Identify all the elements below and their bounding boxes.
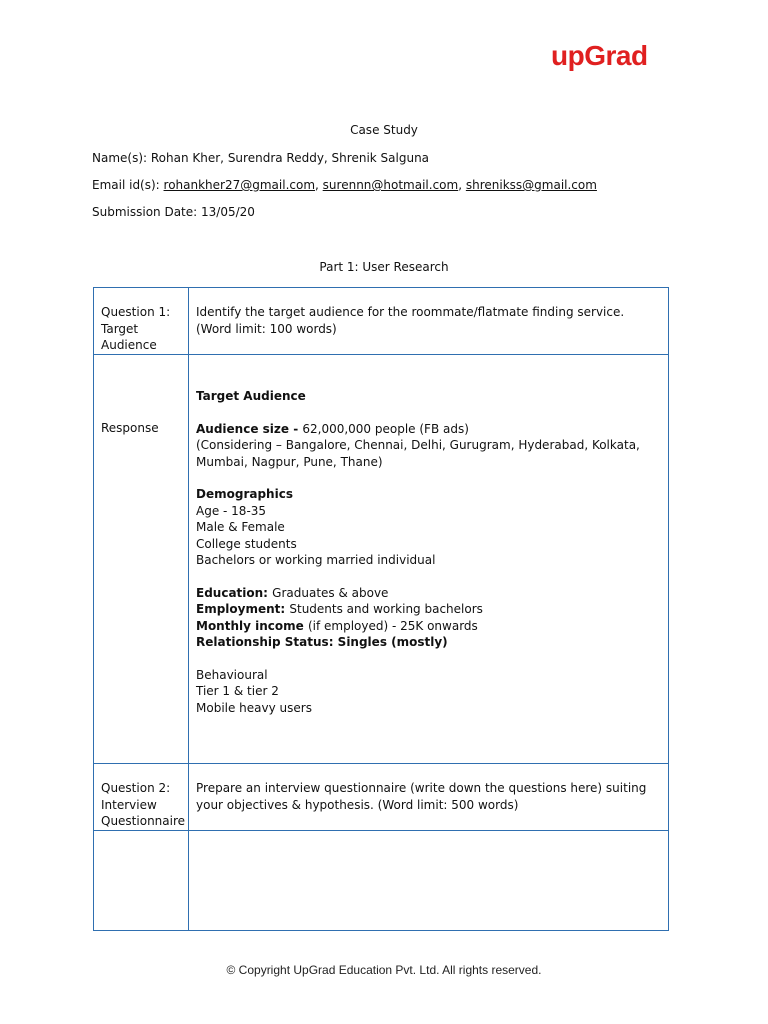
email-link[interactable]: surennn@hotmail.com	[322, 178, 459, 192]
email-link[interactable]: shrenikss@gmail.com	[465, 178, 597, 192]
question-2-text: Prepare an interview questionnaire (write down the questions here) suiting your objectives & hypothesis. (Word limit: 500 words)	[189, 764, 669, 831]
considering-cities: (Considering – Bangalore, Chennai, Delhi, Gurugram, Hyderabad, Kolkata, Mumbai, Nagpur, Pune, Thane)	[196, 438, 640, 469]
demographics-heading: Demographics	[196, 487, 293, 501]
upgrad-logo: upGrad	[551, 40, 648, 71]
email-link[interactable]: rohankher27@gmail.com	[163, 178, 316, 192]
copyright-footer: © Copyright UpGrad Education Pvt. Ltd. All rights reserved.	[226, 963, 542, 977]
audience-size-label: Audience size -	[196, 421, 303, 436]
question-1-text: Identify the target audience for the roommate/flatmate finding service. (Word limit: 100 words)	[189, 288, 669, 355]
document-title: Case Study	[350, 123, 418, 137]
employment-value: Students and working bachelors	[289, 602, 483, 616]
part-title: Part 1: User Research	[319, 260, 449, 274]
education-label: Education:	[196, 585, 273, 600]
behavioural-item: Tier 1 & tier 2	[196, 684, 279, 698]
income-label: Monthly income	[196, 618, 308, 633]
qa-table	[93, 287, 669, 931]
names-label: Name(s):	[92, 151, 151, 165]
audience-size-value: 62,000,000 people (FB ads)	[302, 421, 469, 436]
response-2-label-cell	[94, 831, 189, 931]
employment-label: Employment:	[196, 602, 290, 616]
response-body	[189, 355, 669, 764]
demographic-item: College students	[196, 536, 297, 551]
date-label: Submission Date:	[92, 205, 202, 219]
question-1-label: Question 1: Target Audience	[94, 288, 189, 355]
question-2-label: Question 2: Interview Questionnaire	[94, 764, 189, 831]
names-line	[92, 151, 429, 165]
email-label: Email id(s):	[92, 178, 164, 192]
relationship-label: Relationship Status:	[196, 635, 338, 649]
demographic-item: Bachelors or working married individual	[196, 553, 436, 567]
target-audience-heading: Target Audience	[196, 389, 306, 403]
education-value: Graduates & above	[272, 585, 389, 600]
email-line: Email id(s): rohankher27@gmail.com, surennn@hotmail.com, shrenikss@gmail.com	[92, 178, 597, 192]
behavioural-item: Mobile heavy users	[196, 700, 312, 715]
demographic-item: Age - 18-35	[196, 503, 267, 518]
relationship-value: Singles (mostly)	[337, 635, 448, 649]
response-label: Response	[94, 355, 189, 764]
date-value: 13/05/20	[201, 205, 255, 219]
response-2-answer-cell[interactable]	[189, 831, 669, 931]
behavioural-heading: Behavioural	[196, 667, 268, 682]
submission-date-line	[92, 205, 255, 219]
demographic-item: Male & Female	[196, 520, 285, 534]
names-value: Rohan Kher, Surendra Reddy, Shrenik Salguna	[150, 151, 430, 165]
income-value: (if employed) - 25K onwards	[307, 618, 478, 633]
